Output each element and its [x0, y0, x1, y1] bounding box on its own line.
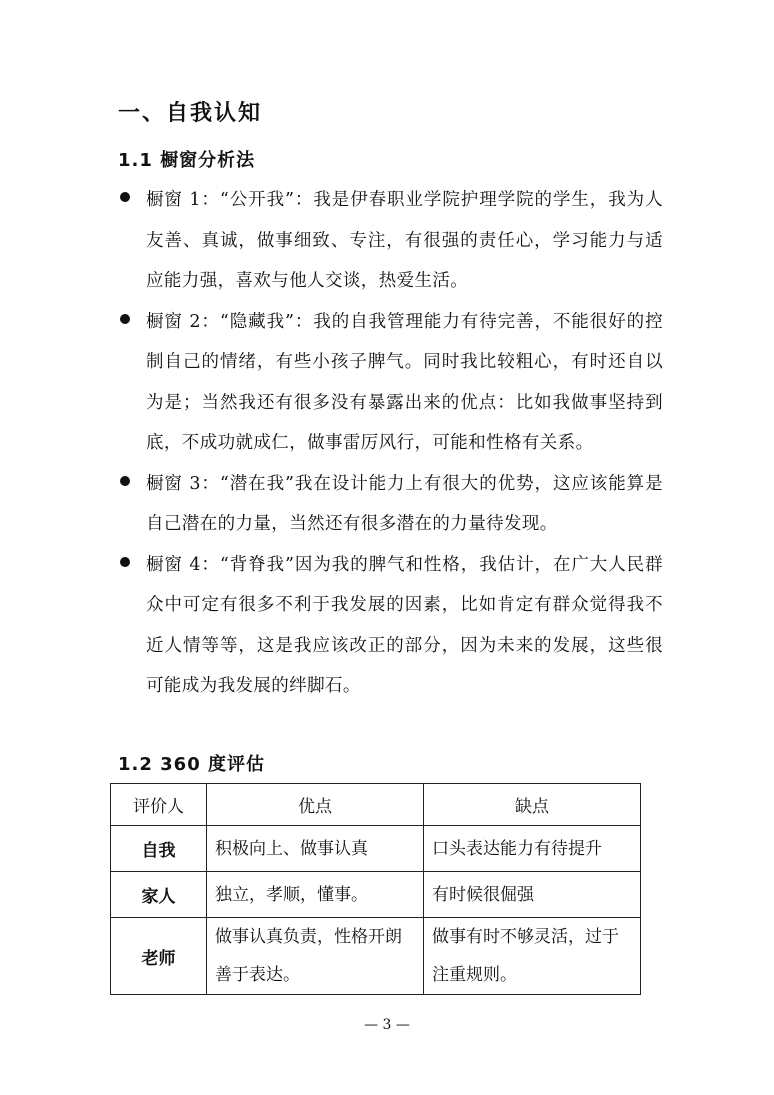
chapter-heading: 一、自我认知 [118, 101, 263, 126]
weakness-cell: 有时候很倔强 [424, 872, 641, 918]
table-header-cell: 优点 [207, 784, 424, 826]
weakness-cell: 口头表达能力有待提升 [424, 826, 641, 872]
list-item [118, 180, 663, 302]
table-row [111, 872, 641, 918]
evaluator-cell: 老师 [111, 918, 207, 995]
table-header-row [111, 784, 641, 826]
list-item-text: 橱窗 3：“潜在我”我在设计能力上有很大的优势，这应该能算是自己潜在的力量，当然还有很多潜在的力量待发现。 [146, 473, 663, 534]
table-row [111, 826, 641, 872]
bullet-icon [120, 314, 130, 324]
strength-cell: 做事认真负责，性格开朗善于表达。 [207, 918, 424, 995]
list-item [118, 545, 663, 707]
list-item-text: 橱窗 4：“背脊我”因为我的脾气和性格，我估计，在广大人民群众中可定有很多不利于我发展的因素，比如肯定有群众觉得我不近人情等等，这是我应该改正的部分，因为未来的发展，这些很可能成为我发展的绊脚石。 [146, 554, 663, 696]
window-analysis-list [118, 180, 663, 707]
weakness-cell: 做事有时不够灵活，过于注重规则。 [424, 918, 641, 995]
bullet-icon [120, 476, 130, 486]
section-heading-window-analysis: 1.1 橱窗分析法 [118, 150, 256, 171]
table-row [111, 918, 641, 995]
table-header-cell: 评价人 [111, 784, 207, 826]
list-item [118, 464, 663, 545]
evaluator-cell: 自我 [111, 826, 207, 872]
bullet-icon [120, 192, 130, 202]
strength-cell: 独立，孝顺，懂事。 [207, 872, 424, 918]
section-heading-360-evaluation: 1.2 360 度评估 [118, 754, 265, 775]
table-header-cell: 缺点 [424, 784, 641, 826]
page-number: — 3 — [364, 1017, 410, 1033]
list-item-text: 橱窗 1：“公开我”：我是伊春职业学院护理学院的学生，我为人友善、真诚，做事细致、专注，有很强的责任心，学习能力与适应能力强，喜欢与他人交谈，热爱生活。 [146, 190, 663, 291]
list-item [118, 302, 663, 464]
evaluation-table [110, 783, 641, 995]
list-item-text: 橱窗 2：“隐藏我”：我的自我管理能力有待完善，不能很好的控制自己的情绪，有些小孩子脾气。同时我比较粗心，有时还自以为是；当然我还有很多没有暴露出来的优点：比如我做事坚持到底，不成功就成仁，做事雷厉风行，可能和性格有关系。 [146, 311, 663, 453]
evaluator-cell: 家人 [111, 872, 207, 918]
bullet-icon [120, 557, 130, 567]
strength-cell: 积极向上、做事认真 [207, 826, 424, 872]
